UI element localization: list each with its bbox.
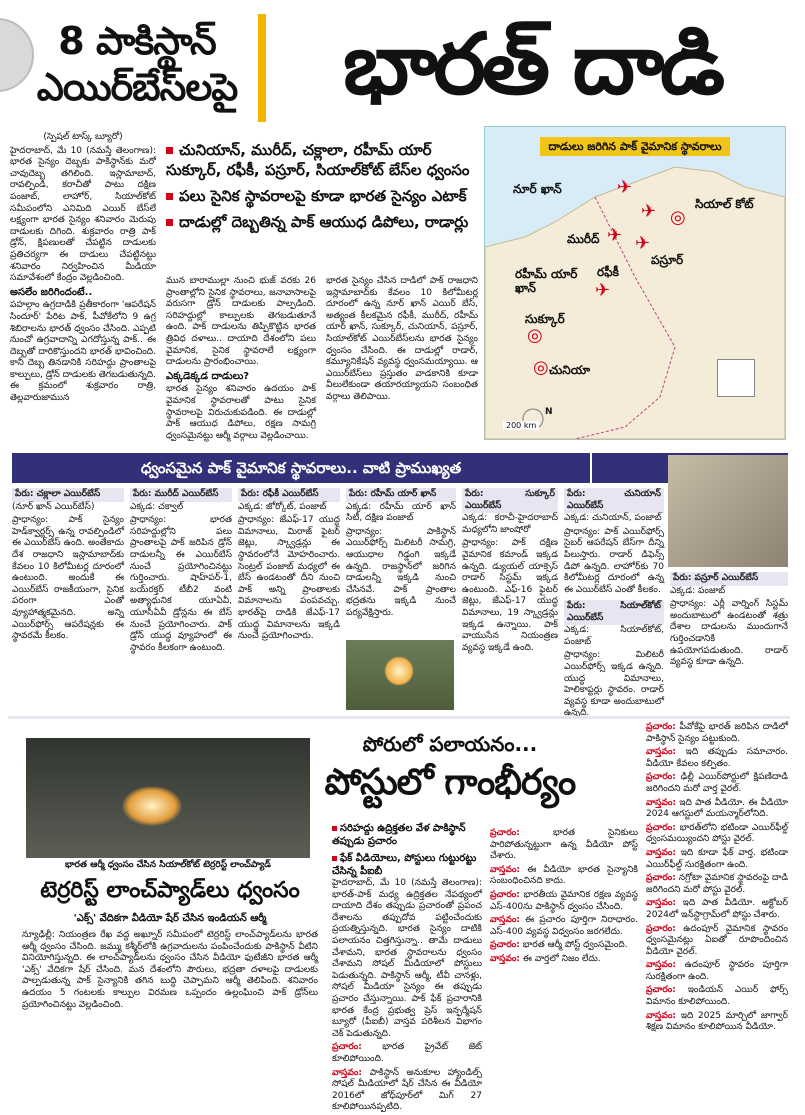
terror-headline: టెర్రరిస్ట్ లాంచ్‌ప్యాడ్‌లు ధ్వంసం [40,878,300,903]
mid-col2-text: భారత సైన్యం చేసిన దాడిలో పాక్ రాజధాని ఇస్లామాబాద్‌కు కేవలం 10 కిలోమీటర్ల దూరంలో ఉన్న నూర్ ఖాన్ ఎయిర్ బేస్, అత్యంత కీలకమైన రఫీకీ, మురీద్, రహీమ్ యార్ ఖాన్, సుక్కూర్, చునియాన్, పస్రూర్, సియాల్‌కోట్ ఎయిర్‌బేస్‌లను భారత సైన్యం ధ్వంసం చేసింది. ఈ దాడుల్లో రాడార్, కమ్యూనికేషన్ వ్యవస్థ ధ్వంసమయ్యాయి. ఆ ఎయిర్‌బేస్‌లు ప్రస్తుతం వాడకానికి కూడా వీలులేకుండా తయారయ్యాయని సంబంధిత వర్గాలు తెలిపాయి. [326,276,478,402]
headline-title: భారత్ దాడి [343,15,721,113]
airbase-text: ప్రాధాన్యం: మిలిటరీ ఎయిర్‌ఫోర్స్ ఇక్కడ ఉన్నది. యుద్ధ విమానాలు, హెలికాప్టర్లు స్థావరం. రాడార్ వ్యవస్థ కూడా అందుబాటులో ఉన్నది. [564,650,664,719]
fact-item: ప్రచారం: పీవోకేపై భారత్ జరిపిన దాడిలో పాకిస్థాన్ సైన్యం పట్టుకుంది. [646,722,788,744]
airbase-name: పేరు: చక్లాలా ఎయిర్‌బేస్ [12,488,124,502]
airbase-place: ఎక్కడ: రహీమ్ యార్ ఖాన్ సిటీ, దక్షిణ పంజాబ్ [346,501,456,524]
airbase-text: ప్రాధాన్యం: ఎర్లీ వార్నింగ్ సిస్టమ్ అందుబాటులో ఉండటంతో శత్రు దేశాల దాడులను ముందుగానే గుర్తించడానికి ఉపయోగపడుతుంది. రాడార్ వ్యవస్థ కూడా ఉన్నది. [670,599,788,668]
plane-icon: ✈ [641,201,657,222]
fact-item: వాస్తవం: ఉదంపూర్ స్థావరం పూర్తిగా సురక్షితంగా ఉంది. [646,960,788,982]
fact-item: వాస్తవం: ఇది తప్పుడు సమాచారం. వీడియో కేవలం కల్పితం. [646,747,788,769]
airbase-name: పేరు: చునియాన్ ఎయిర్‌బేస్ [564,488,664,513]
airbase-name: పేరు: పస్రూర్ ఎయిర్‌బేస్ [670,572,788,586]
subtitle-line-2: ఎయిర్‌బేస్‌లపై [36,65,238,109]
headline-subtitle [18,18,256,110]
airbase-place: ఎక్కడ: సియాల్‌కోట్, పంజాబ్ [564,625,664,647]
map-label-noor-khan: నూర్ ఖాన్ [513,182,562,196]
fact-item: ప్రచారం: భారత్‌లోని భటిండా ఎయిర్‌ఫీల్డ్ ధ్వంసమయ్యిందని పోస్టు వైరల్. [646,822,788,845]
target-icon: ◎ [533,357,549,378]
bullet-1: చునియాన్, మురీద్, చక్లాలా, రహీమ్ యార్ సుక్కూర్, రఫీకీ, పస్రూర్, సియాల్‌కోట్ బేస్‌ల ధ్వంసం [166,141,470,179]
fact-item: ప్రచారం: భారత సైనికులు పారిపోతున్నట్టుగా ఉన్న వీడియో పోస్ట్ చేశారు. [490,828,638,862]
fact-item: ప్రచారం: నగ్రోటా వైమానిక స్థావరంపై దాడి జరిగిందని మరో పోస్టు వైరల్. [646,873,788,895]
airbase-text: ప్రాధాన్యం: పాక్ ఎయిర్‌ఫోర్స్ సైబర్ ఆపరేషన్ బేస్‌గా దీన్ని పిలుస్తారు. రాడార్ డిఫెన్స్ డిపో ఉన్నది. లాహోర్‌కు 70 కిలోమీటర్ల దూరంలో ఉన్న ఈ ఎయిర్‌బేస్ ఎంతో కీలకం. [564,526,664,595]
fact-item: వాస్తవం: పాకిస్థాన్ అనుకూల హ్యాండిల్స్ సోషల్ మీడియాలో షేర్ చేసిన ఈ వీడియో 2016లో జోధ్‌పూర్‌లో మిగ్ 27 కూలిపోయినప్పటిది. [332,1067,482,1113]
fact-item: వాస్తవం: ఈ ప్రచారం పూర్తిగా నిరాధారం. ఎస్-400 వ్యవస్థ విధ్వంసం జరగలేదు. [490,915,638,937]
target-icon: ◎ [670,207,686,228]
mid-col1-text-2: భారత సైన్యం శనివారం ఉదయం పాక్ వైమానిక స్థావరాలతో పాటు సైనిక స్థావరాలపై విరుచుకుపడింది. ఈ దాడుల్లో పాక్ ఆయుధ డిపోలు, రక్షణ సామగ్రి ధ్వంసమైనట్టు ఆర్మీ వర్గాలు వెల్లడించాయి. [166,384,316,441]
plane-icon: ✈ [595,280,611,301]
airbase-name: పేరు: సియాల్‌కోట్ ఎయిర్‌బేస్ [564,600,664,625]
highlight-bullets [166,140,478,232]
fact-item: వాస్తవం: ఇది పాత వీడియో. ఈ వీడియో 2024 ఆగస్టులో మయన్మార్‌లోనిది. [646,797,788,820]
masthead [0,0,800,128]
airbase-card [462,488,558,653]
launchpad-photo [26,738,310,858]
map-title: దాడులు జరిగిన పాక్ వైమానిక స్థావరాలు [485,135,785,156]
fact-item: వాస్తవం: ఈ వార్తలో నిజం లేదు. [490,953,601,964]
photo-caption: భారత ఆర్మీ ధ్వంసం చేసిన సియాల్‌కోట్ టెర్రరిస్ట్ లాంచ్‌ప్యాడ్ [65,860,271,870]
fact-item: వాస్తవం: ఇది కూడా ఫేక్ వార్త. భటిండా ఎయిర్‌ఫీల్డ్ సురక్షితంగా ఉంది. [646,847,788,870]
lead-column [10,132,156,450]
fact-item: ప్రచారం: ఢిల్లీ ఎయిర్‌పోర్టులో క్షిపణిదాడి జరిగిందని మరో వార్త వైరల్. [646,772,788,794]
fact-item: ప్రచారం: ఇండియన్ ఎయిర్ ఫోర్స్ విమానం కూలిపోయింది. [646,985,788,1008]
explosion-photo [346,640,454,710]
map-scale: 200 km [503,421,539,430]
lead-text: హైదరాబాద్, మే 10 (నమస్తే తెలంగాణ): భారత సైన్యం దెబ్బకు పాకిస్థాన్‌కు మరో చావుదెబ్బ తగిలింది. ఇస్లామాబాద్, రావల్పిండి, కరాచీతో పాటు దక్షిణ పంజాబ్, లాహోర్, సియాల్‌కోట్ సమీపంలోని ఎనిమిది ఎయిర్ బేస్‌లే లక్ష్యంగా భారత సైన్యం శనివారం మెరుపు దాడులకు దిగింది. శుక్రవారం రాత్రి పాక్ డ్రోన్, క్షిపణులతో చేపట్టిన దాడులకు ప్రతిచర్యగా ఈ దాడులు చేపట్టినట్టు శనివారం నిర్వహించిన మీడియా సమావేశంలో కేంద్రం వెల్లడించింది. [10,145,156,284]
pib-article-col3 [646,722,788,1108]
airbase-card [564,600,664,719]
map-label-rafiqui: రఫీకీ [597,265,619,279]
fact-item: ప్రచారం: భారత ఆర్మీ పోస్ట్ ధ్వంసమైంది. [490,940,628,951]
airbase-text: ప్రాధాన్యం: భారత సరిహద్దుల్లోని పలు ప్రాంతాలపై పాక్ జరిపిన డ్రోన్ దాడులన్నీ ఈ ఎయిర్‌బేస్ నుంచే ప్రయోగించినట్టు గుర్తించారు. షాహ్‌పర్-1, బయ్‌రక్తర్ టీబీ2 వంటి అత్యాధునిక యూఏవీ, యూసీఏవీ డ్రోన్లను ఈ బేస్ నుంచే ప్రయోగించారు. పాక్ డ్రోన్ యుద్ధ వ్యూహంలో ఈ స్థావరం కీలకంగా ఉంటుంది. [130,515,232,653]
mid-column-1 [166,276,316,448]
map-label-rahim-yar-khan: రహీమ్ యార్ ఖాన్ [515,267,578,295]
pib-bullets [332,822,482,878]
map-label-sialkot: సియాల్ కోట్ [695,197,754,211]
pib-bullet: సరిహద్దు ఉద్రిక్తతల వేళ పాకిస్థాన్ తప్పుడు ప్రచారం [332,823,466,847]
fact-item: ప్రచారం: భారతీయ వైమానిక రక్షణ వ్యవస్థ ఎస్-400ను పాకిస్థాన్ ధ్వంసం చేసింది. [490,889,638,912]
lead-subhead: అసలేం జరిగిందంటే.. [10,286,93,298]
bullet-2: పలు సైనిక స్థావరాలపై కూడా భారత సైన్యం ఎటాక్ [166,186,478,206]
fact-item: ప్రచారం: భారత ప్రైవేట్ జెట్ కూలిపోయింది. [332,1042,482,1064]
north-arrow: N [545,407,553,417]
airbase-card [238,488,340,710]
airbase-name: పేరు: సుక్కూర్ ఎయిర్‌బేస్ [462,488,558,513]
pib-article-text: హైదరాబాద్, మే 10 (నమస్తే తెలంగాణ): భారత్-పాక్ మధ్య ఉద్రిక్తతల నేపథ్యంలో దాయాది దేశం తప్పుడు ప్రచారంతో ప్రపంచ దేశాలను తప్పుదోవ పట్టించేందుకు ప్రయత్నిస్తున్నది. భారత సైన్యం దాటికి పలాయనం చిత్తగిస్తున్నా.. తామే దాడులు చేశామని, భారత స్థావరాలను ధ్వంసం చేశామని సోషల్ మీడియాలో పోస్టులు పెడుతున్నది. పాకిస్థాన్ ఆర్మీ, టీవీ చానళ్లు, సోషల్ మీడియా సైన్యం ఈ తప్పుడు ప్రచారం చేస్తున్నాయి. పాక్ ఫేక్ ప్రచారానికి భారత కేంద్ర ప్రభుత్వ ప్రెస్ ఇన్ఫర్మేషన్ బ్యూరో (పీఐబీ) వాస్తవ పరిశీలన విభాగం చెక్ పెడుతున్నది. [332,878,482,1039]
airbase-text: ప్రాధాన్యం: జేఎఫ్-17 యుద్ధ విమానాలు, మిరాజ్ ఫైటర్ జెట్లు, స్క్వాడ్రన్లు ఈ స్థావరంలోనే మోహరించారు. సెంట్రల్ పంజాబ్ మధ్యలో ఈ బేస్ ఉండటంతో దీని నుంచి పాక్ అన్ని ప్రాంతాలకు విమానాలను పంపవచ్చు. భారత్‌పై దాడికి జేఎఫ్-17 యుద్ధ విమానాలను ఇక్కడి నుంచే ప్రయోగించారు. [238,515,340,642]
damaged-building-photo [668,455,788,567]
terror-article-text: న్యూఢిల్లీ: నియంత్రణ రేఖ వద్ద అఖ్నూర్ సమీపంలో టెర్రరిస్ట్ లాంచ్‌ప్యాడ్‌లను భారత ఆర్మీ ధ్వంసం చేసింది. జమ్ము కశ్మీర్‌లోకి ఉగ్రవాదులను పంపించేందుకు పాకిస్థాన్ వీటిని వినియోగిస్తున్నది. ఈ లాంచ్‌ప్యాడ్‌లను ధ్వంసం చేసిన వీడియో ఫుటేజీని భారత ఆర్మీ 'ఎక్స్' వేదికగా షేర్ చేసింది. మన దేశంలోని పౌరులు, భద్రతా దళాలపై దాడులకు పాల్పడుతున్న పాక్ సైన్యానికి తగిన బుద్ధి చెప్పామని ఆర్మీ తెలిపింది. శనివారం ఉదయం 5 గంటలకు కాల్పుల విరమణ ఒప్పందం ఉల్లంఘించి పాక్ డ్రోన్‌లు ప్రయోగించినట్టు వెల్లడించింది. [22,930,318,1010]
map-label-sukkur: సుక్కూర్ [525,312,565,326]
map-label-chunian: చునియా [549,363,590,377]
airbase-name: పేరు: మురీద్ ఎయిర్‌బేస్ [130,488,232,502]
fact-item: ప్రచారం: ఉదంపూర్ వైమానిక స్థావరం ధ్వంసమైనట్లు ఏఐతో రూపొందించిన వీడియో వైరల్. [646,923,788,957]
airbase-card [346,488,456,634]
airbase-text: ప్రాధాన్యం: పాక్ దక్షిణ వైమానిక కమాండ్ ఇక్కడ ఉన్నది. డ్యుయల్ యాక్సెస్ రాడార్ సిస్టమ్ ఇక్కడ ఉంటుంది. ఎఫ్-16 ఫైటర్ జెట్లు, జేఎఫ్-17 యుద్ధ విమానాలు, 19 స్క్వాడ్రన్లు ఇక్కడ ఉన్నాయి. పాక్ వాయుసేన నియంత్రణ వ్యవస్థ ఇక్కడే ఉంది. [462,538,558,653]
airbase-place: (నూర్ ఖాన్ ఎయిర్‌బేస్) [12,501,95,512]
airbase-name: పేరు: రఫీకీ ఎయిర్‌బేస్ [238,488,340,502]
fact-item: వాస్తవం: ఇది పాత వీడియో. అక్టోబర్ 2024లో ఇన్‌స్టాగ్రామ్‌లో పోస్టు చేశారు. [646,898,788,920]
inset-map [717,359,755,397]
terror-article [22,930,318,1108]
section-band: ధ్వంసమైన పాక్ వైమానిక స్థావరాలు.. వాటి ప్రాముఖ్యత [12,453,590,483]
airbase-card [670,572,788,710]
airbase-card [130,488,232,710]
airbase-place: ఎక్కడ: కరాచీ-హైదరాబాద్ మధ్యలోని జాంషోరో [462,513,558,535]
byline: (స్పెషల్ టాస్క్ బ్యూరో) [43,132,123,142]
mid-col1-text: మున బారాముల్లా నుంచి భుజ్ వరకు 26 ప్రాంతాల్లోని సైనిక స్థావరాలు, జనావాసాలపై వరుసగా డ్రోన్ దాడులకు పాల్పడింది. సరిహద్దుల్లో కాల్పులకు తెగబడుతూనే ఉంది. పాక్ దాడులను తిప్పికొట్టిన భారత త్రివిధ దళాలు.. దాయాది దేశంలోని పలు వైమానిక, సైనిక స్థావరాలే లక్ష్యంగా దాడులను ప్రారంభించాయి. [166,276,316,368]
bullet-3: దాడుల్లో దెబ్బతిన్న పాక్ ఆయుధ డిపోలు, రాడార్లు [166,212,478,232]
mid-column-2 [326,276,478,448]
airbase-place: ఎక్కడ: పంజాబ్ [670,585,726,596]
fact-item: వాస్తవం: ఇది 2025 మార్చిలో జాగ్వార్ శిక్షణ విమానం కూలిపోయిన వీడియో. [646,1010,788,1033]
explosion-glow [384,656,414,686]
target-icon: ◎ [527,325,543,346]
fact-item: వాస్తవం: ఈ వీడియో భారత సైన్యానికి సంబంధించినది కాదు. [490,864,638,887]
pib-bullet: ఫేక్ వీడియోలు, పోస్టులు గుట్టురట్టు చేసిన్న పీఐబీ [332,853,477,877]
pib-article-col2 [490,828,638,1108]
plane-icon: ✈ [635,233,651,254]
airbase-place: ఎక్కడ: జోర్కోట్, పంజాబ్ [238,501,327,512]
lead-text-2: పహల్గాం ఉగ్రదాడికి ప్రతీకారంగా 'ఆపరేషన్ సిందూర్' పేరిట పాక్, పీవోకేలోని 9 ఉగ్ర శిబిరాలను భారత్ ధ్వంసం చేసింది. ఎప్పటి నుంచో ఉగ్రవాదాన్ని ఎగదోస్తున్న పాక్.. ఈ దెబ్బతో దారికొస్తుందని భారత్ భావించింది. కానీ దెబ్బ తినడానికి సరిహద్దు ప్రాంతాలపై కాల్పులు, డ్రోన్ దాడులకు తెగబడుతున్నది. ఈ క్రమంలో శుక్రవారం రాత్రి, తెల్లవారుజామున [10,300,156,404]
escape-headline: పోరులో పలాయనం... [362,732,538,756]
airbase-place: ఎక్కడ: చక్వాల్ [130,501,184,512]
pib-article-col1 [332,878,482,1113]
map-label-murid: మురీద్ [567,232,600,246]
map-label-pasrur: పస్రూర్ [651,253,684,267]
explosion-glow [122,786,182,826]
airbase-place: ఎక్కడ: చునియాన్, పంజాబ్ [564,513,662,524]
terror-subheadline: 'ఎక్స్' వేదికగా వీడియో షేర్ చేసిన ఇండియన్ ఆర్మీ [73,913,267,924]
airbase-card [12,488,124,710]
bravado-headline: పోస్టులో గాంభీర్యం [324,762,576,803]
airbase-text: ప్రాధాన్యం: పాకిస్థాన్ ఎయిర్‌ఫోర్స్ మిలిటరీ సామగ్రి, ఆయుధాల గిడ్డంగి ఇక్కడే ఉన్నది. రాజస్థాన్‌లో జరిగిన దాడులన్నీ ఇక్కడి నుంచి చేసినవే. పాక్ ప్రాంతాల భద్రతను ఇక్కడి నుంచే పర్యవేక్షిస్తారు. [346,526,456,618]
mid-col1-subhead: ఎక్కడెక్కడ దాడులు? [166,370,250,382]
airbase-text: ప్రాధాన్యం: పాక్ సైన్యం హెడ్‌క్వార్టర్స్ ఉన్న రావల్పిండిలో ఈ ఎయిర్‌బేస్ ఉంది. అంతేకాదు దేశ రాజధాని ఇస్లామాబాద్‌కు కేవలం 10 కిలోమీటర్ల దూరంలో ఉంటుంది. అందుకే ఈ ఎయిర్‌బేస్ రాజకీయంగా, సైనిక పరంగా ఎంతో వ్యూహాత్మకమైనది. అన్ని ఎయిర్‌ఫోర్స్ ఆపరేషన్లకు ఈ స్థావరమే కీలకం. [12,515,124,642]
airbase-card [564,488,664,598]
plane-icon: ✈ [607,225,623,246]
airbase-map [484,126,786,440]
airbase-name: పేరు: రహీమ్ యార్ ఖాన్ [346,488,456,502]
subtitle-line-1: 8 పాకిస్థాన్ [58,19,216,63]
plane-icon: ✈ [617,177,633,198]
